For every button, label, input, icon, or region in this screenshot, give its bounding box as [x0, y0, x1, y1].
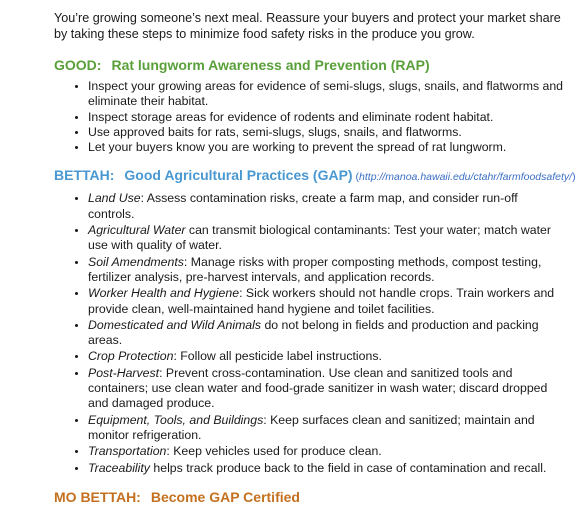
list-item — [88, 413, 564, 444]
mo-bettah-label: MO BETTAH: — [54, 488, 141, 505]
list-item — [88, 318, 564, 349]
list-item: • Use approved baits for rats, semi-slugs, slugs, snails, and flatworms. — [88, 125, 564, 140]
list-item-term: Domesticated and Wild Animals — [88, 317, 262, 332]
list-item-term: Worker Health and Hygiene — [88, 286, 240, 301]
list-item-text: : Sick workers should not handle crops. Train workers and provide clean, well-maintained hand hygiene and toilet facilities. — [88, 286, 555, 316]
list-item-term: Traceability — [88, 460, 150, 475]
list-item — [88, 366, 564, 412]
list-item — [88, 223, 564, 254]
bettah-list — [54, 191, 564, 475]
list-item — [88, 444, 564, 459]
list-item: • Let your buyers know you are working to prevent the spread of rat lungworm. — [88, 140, 564, 155]
list-item — [88, 191, 564, 222]
list-item-term: Equipment, Tools, and Buildings — [88, 412, 264, 427]
bettah-paren-open: ( — [352, 171, 360, 184]
list-item: • Inspect your growing areas for evidence of semi-slugs, slugs, snails, and flatworms and eliminate their habitat. — [88, 79, 564, 110]
good-title: Rat lungworm Awareness and Prevention (RAP) — [111, 57, 430, 73]
list-item-text: can transmit biological contaminants: Test your water; match water use with quality of water. — [88, 223, 551, 253]
list-item-text: : Prevent cross-contamination. Use clean and sanitized tools and containers; use clean water and food-grade sanitizer in wash water; discard dropped and damaged produce. — [88, 365, 548, 411]
bettah-heading — [54, 166, 576, 186]
list-item-text: : Assess contamination risks, create a farm map, and consider run-off controls. — [88, 191, 518, 221]
list-item-text: do not belong in fields and production and packing areas. — [88, 317, 539, 348]
list-item: • Inspect storage areas for evidence of rodents and eliminate rodent habitat. — [88, 110, 564, 125]
bettah-label: BETTAH: — [54, 167, 115, 184]
list-item — [88, 286, 564, 317]
good-label: GOOD: — [54, 57, 102, 73]
mo-bettah-title: Become GAP Certified — [150, 488, 300, 505]
list-item-text: helps track produce back to the field in case of contamination and recall. — [149, 460, 547, 475]
list-item-term: Post-Harvest — [88, 365, 160, 380]
gap-url-link[interactable]: http://manoa.hawaii.edu/ctahr/farmfoodsafety/ — [359, 171, 573, 184]
bettah-title: Good Agricultural Practices (GAP) — [124, 167, 353, 184]
intro-paragraph: You’re growing someone’s next meal. Reassure your buyers and protect your market share by taking these steps to minimize food safety risks in the produce you grow. — [54, 11, 561, 41]
good-list — [54, 79, 564, 155]
list-item — [88, 255, 564, 286]
list-item-term: Transportation — [88, 444, 167, 459]
mo-bettah-heading — [54, 488, 564, 506]
list-item-term: Land Use — [88, 191, 141, 206]
list-item-text: : Manage risks with proper composting methods, compost testing, fertilizer analysis, pre-harvest intervals, and application records. — [88, 254, 542, 284]
list-item — [88, 349, 564, 364]
list-item-term: Crop Protection — [88, 349, 174, 364]
list-item-term: Soil Amendments — [88, 254, 184, 269]
list-item-text: : Follow all pesticide label instructions. — [173, 349, 382, 364]
list-item-text: : Keep vehicles used for produce clean. — [166, 444, 382, 459]
list-item — [88, 461, 564, 476]
bettah-paren-close: ) — [572, 171, 576, 184]
list-item-term: Agricultural Water — [88, 223, 186, 238]
good-heading — [54, 56, 564, 74]
list-item-text: : Keep surfaces clean and sanitized; maintain and monitor refrigeration. — [88, 412, 535, 442]
